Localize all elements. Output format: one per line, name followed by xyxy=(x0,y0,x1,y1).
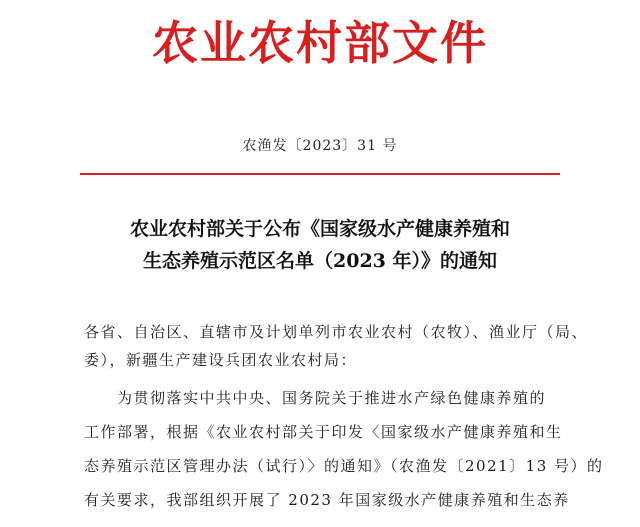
document-header-title: 农业农村部文件 xyxy=(152,16,488,70)
body-line-6: 有关要求，我部组织开展了 2023 年国家级水产健康养殖和生态养 xyxy=(84,491,570,509)
body-line-3: 为贯彻落实中共中央、国务院关于推进水产绿色健康养殖的 xyxy=(84,389,547,407)
document-number: 农渔发〔2023〕31 号 xyxy=(242,138,398,154)
body-line-4: 工作部署，根据《农业农村部关于印发〈国家级水产健康养殖和生 xyxy=(84,423,563,441)
notice-title-line-2: 生态养殖示范区名单（2023 年）》的通知 xyxy=(143,250,497,272)
notice-title xyxy=(40,213,600,277)
body-line-1: 各省、自治区、直辖市及计划单列市农业农村（农牧）、渔业厅（局、 xyxy=(84,323,589,341)
body-line-2: 委），新疆生产建设兵团农业农村局： xyxy=(84,351,358,369)
body-line-5: 态养殖示范区管理办法（试行）〉的通知》（农渔发〔2021〕13 号）的 xyxy=(84,457,604,475)
notice-title-line-1: 农业农村部关于公布《国家级水产健康养殖和 xyxy=(129,218,510,240)
red-divider-line xyxy=(80,173,560,175)
